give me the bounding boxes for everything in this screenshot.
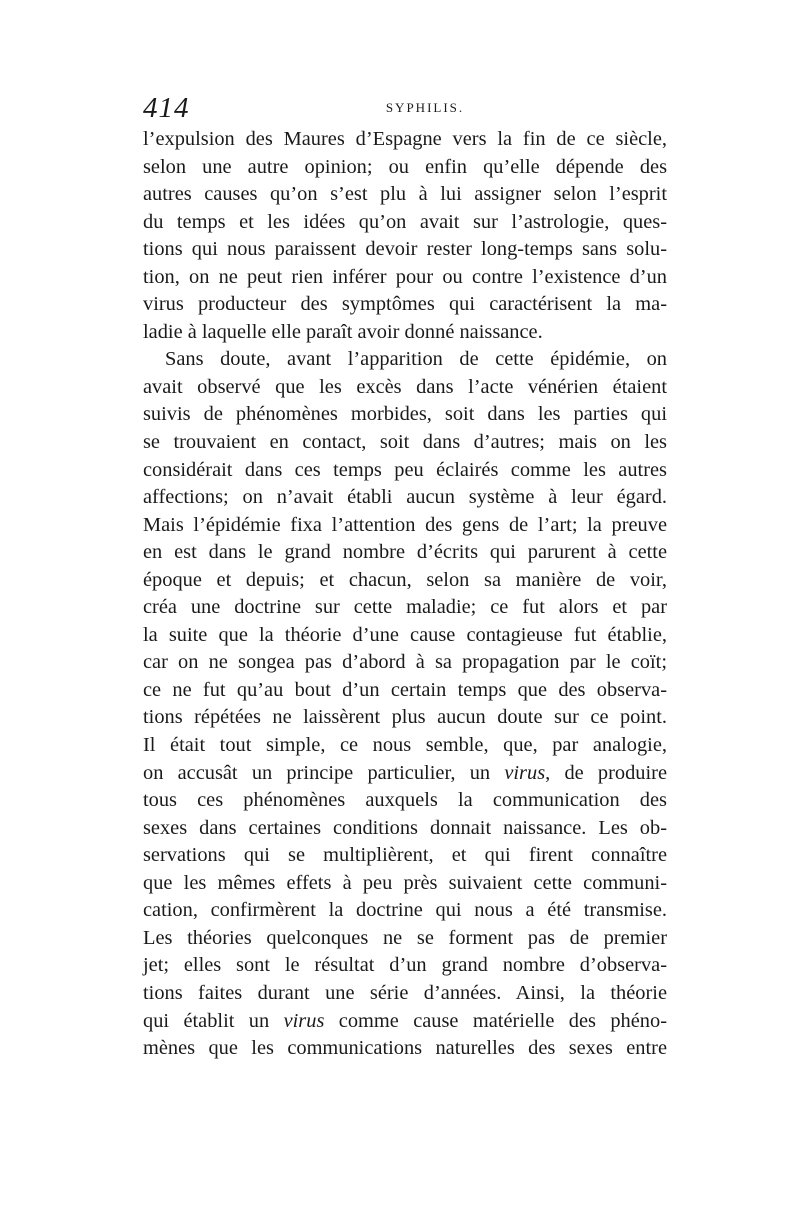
- page-header: [143, 92, 667, 124]
- text-segment: , de produire: [545, 761, 667, 784]
- text-line: créa une doctrine sur cette maladie; ce fut alors et par: [143, 596, 667, 619]
- text-line: Sans doute, avant l’apparition de cette épidémie, on: [165, 348, 667, 371]
- text-line: que les mêmes effets à peu près suivaient cette communi-: [143, 871, 667, 894]
- text-line: tion, on ne peut rien inférer pour ou contre l’existence d’un: [143, 265, 667, 288]
- text-line: tions qui nous paraissent devoir rester long-temps sans solu-: [143, 238, 667, 261]
- text-line: ladie à laquelle elle paraît avoir donné naissance.: [143, 320, 543, 343]
- text-line: Les théories quelconques ne se forment pas de premier: [143, 926, 667, 949]
- italic-term: virus: [504, 761, 546, 784]
- text-line: virus producteur des symptômes qui caractérisent la ma-: [143, 293, 667, 316]
- italic-term: virus: [283, 1009, 325, 1032]
- text-line: [143, 760, 667, 788]
- text-line: tions répétées ne laissèrent plus aucun doute sur ce point.: [143, 706, 667, 729]
- text-line: Mais l’épidémie fixa l’attention des gens de l’art; la preuve: [143, 513, 667, 536]
- page-number: 414: [143, 92, 190, 124]
- text-line: cation, confirmèrent la doctrine qui nous a été transmise.: [143, 899, 667, 922]
- text-line: mènes que les communications naturelles des sexes entre: [143, 1037, 667, 1060]
- text-line: se trouvaient en contact, soit dans d’autres; mais on les: [143, 431, 667, 454]
- text-line: selon une autre opinion; ou enfin qu’elle dépende des: [143, 155, 667, 178]
- text-segment: qui établit un: [143, 1009, 284, 1032]
- text-line: suivis de phénomènes morbides, soit dans les parties qui: [143, 403, 667, 426]
- text-line: sexes dans certaines conditions donnait naissance. Les ob-: [143, 816, 667, 839]
- text-line: tous ces phénomènes auxquels la communication des: [143, 789, 667, 812]
- body-text: [143, 126, 667, 1063]
- text-line: autres causes qu’on s’est plu à lui assigner selon l’esprit: [143, 183, 667, 206]
- text-line: avait observé que les excès dans l’acte vénérien étaient: [143, 375, 667, 398]
- text-line: époque et depuis; et chacun, selon sa manière de voir,: [143, 568, 667, 591]
- text-line: la suite que la théorie d’une cause contagieuse fut établie,: [143, 623, 667, 646]
- text-segment: comme cause matérielle des phéno-: [324, 1009, 667, 1032]
- text-line: [143, 1008, 667, 1036]
- running-title: SYPHILIS.: [385, 100, 465, 115]
- text-line: servations qui se multiplièrent, et qui firent connaître: [143, 844, 667, 867]
- text-line: du temps et les idées qu’on avait sur l’astrologie, ques-: [143, 210, 667, 233]
- text-line: tions faites durant une série d’années. Ainsi, la théorie: [143, 981, 667, 1004]
- text-line: Il était tout simple, ce nous semble, que, par analogie,: [143, 734, 667, 757]
- text-segment: on accusât un principe particulier, un: [143, 761, 505, 784]
- text-line: affections; on n’avait établi aucun système à leur égard.: [143, 486, 667, 509]
- text-line: jet; elles sont le résultat d’un grand nombre d’observa-: [143, 954, 667, 977]
- text-line: car on ne songea pas d’abord à sa propagation par le coït;: [143, 651, 667, 674]
- text-line: en est dans le grand nombre d’écrits qui parurent à cette: [143, 541, 667, 564]
- text-line: considérait dans ces temps peu éclairés comme les autres: [143, 458, 667, 481]
- text-line: l’expulsion des Maures d’Espagne vers la fin de ce siècle,: [143, 128, 667, 150]
- text-line: ce ne fut qu’au bout d’un certain temps que des observa-: [143, 678, 667, 701]
